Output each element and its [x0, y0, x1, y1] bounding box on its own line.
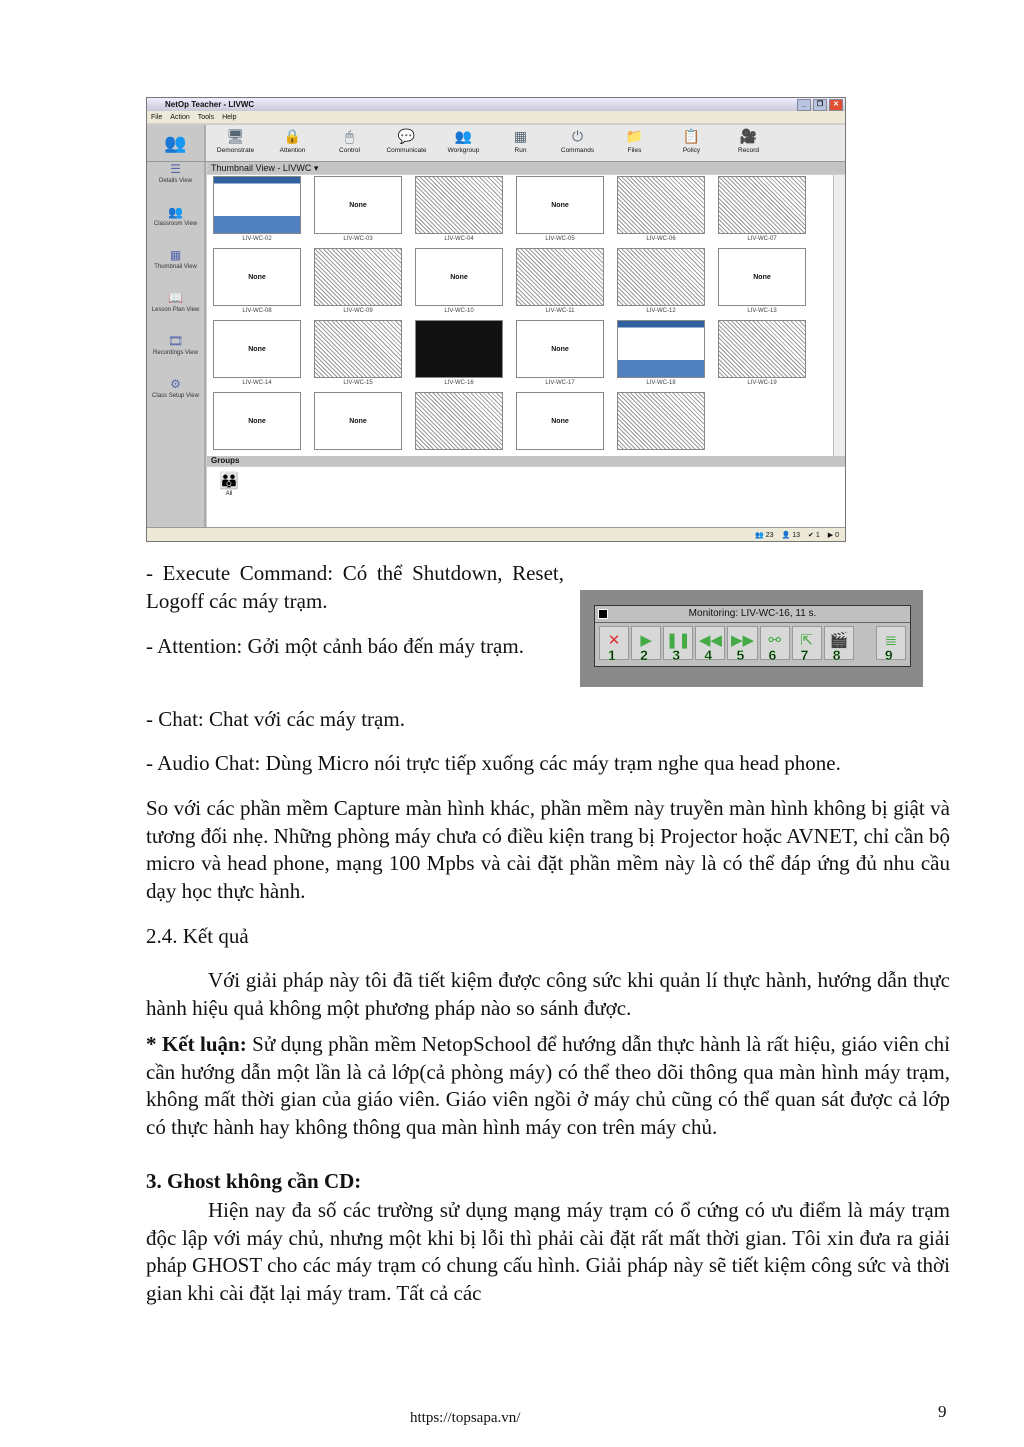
thumbnail-image — [314, 320, 402, 378]
thumbnail-image — [415, 176, 503, 234]
tool-label: Control — [339, 147, 360, 154]
footer-url[interactable]: https://topsapa.vn/ — [410, 1410, 521, 1426]
heading-ghost: 3. Ghost không cần CD: — [146, 1169, 362, 1193]
thumbnail-image — [314, 248, 402, 306]
window-title: NetOp Teacher - LIVWC — [165, 100, 255, 109]
thumbnail-cell[interactable] — [617, 320, 705, 392]
tool-icon: 🖱 — [345, 128, 354, 144]
thumbnail-cell[interactable] — [516, 176, 604, 248]
thumbnail-label: LIV-WC-19 — [747, 380, 777, 386]
tool-label: Workgroup — [447, 147, 480, 154]
thumbnail-image: None — [415, 248, 503, 306]
tool-label: Run — [514, 147, 527, 154]
thumbnail-label: LIV-WC-05 — [545, 236, 575, 242]
view-icon: ⚙ — [170, 377, 181, 391]
close-button[interactable]: ✕ — [829, 99, 843, 111]
button-number: 5 — [736, 647, 745, 663]
menu-help[interactable]: Help — [222, 113, 237, 121]
para-attention: - Attention: Gởi một cảnh báo đến máy trạm. — [146, 634, 524, 658]
vertical-scrollbar[interactable] — [833, 175, 845, 461]
thumbnail-label: LIV-WC-06 — [646, 236, 676, 242]
group-icon: 👪 — [219, 473, 239, 490]
status-total: 👥 23 — [755, 531, 774, 539]
thumbnail-image — [617, 320, 705, 378]
sidebar-item-5[interactable] — [147, 377, 204, 420]
thumbnail-cell[interactable] — [516, 320, 604, 392]
tool-label: Files — [627, 147, 642, 154]
title-bar — [147, 98, 845, 111]
tool-icon: ⏻ — [571, 128, 584, 144]
sidebar-item-2[interactable] — [147, 248, 204, 291]
thumbnail-cell[interactable] — [718, 248, 806, 320]
thumbnail-image — [617, 248, 705, 306]
thumbnail-image: None — [314, 392, 402, 450]
tool-attention[interactable] — [264, 125, 321, 154]
thumbnail-label: LIV-WC-10 — [444, 308, 474, 314]
tool-icon: 👥 — [454, 128, 473, 144]
thumbnail-label: LIV-WC-02 — [242, 236, 272, 242]
thumbnail-cell[interactable] — [415, 176, 503, 248]
monitor-button-9[interactable] — [876, 626, 906, 663]
monitor-icon: ▶▶ — [730, 632, 755, 649]
sidebar-label: Class Setup View — [152, 393, 199, 399]
button-number: 8 — [832, 647, 841, 663]
thumbnail-image — [617, 392, 705, 450]
sidebar-label: Lesson Plan View — [151, 307, 200, 313]
tool-icon: 📋 — [682, 128, 701, 144]
thumbnail-cell[interactable] — [617, 392, 705, 464]
tool-icon: 🎥 — [739, 128, 758, 144]
para-chat: - Chat: Chat với các máy trạm. — [146, 707, 405, 731]
button-number: 4 — [704, 647, 713, 663]
status-connected: 👤 13 — [781, 531, 801, 539]
tool-demonstrate[interactable] — [207, 125, 264, 154]
tool-run[interactable] — [492, 125, 549, 154]
thumbnail-image — [718, 176, 806, 234]
thumbnail-label: LIV-WC-16 — [444, 380, 474, 386]
monitor-button-7[interactable] — [792, 626, 822, 663]
monitor-button-3[interactable] — [663, 626, 693, 663]
users-icon: 👥 — [147, 125, 206, 161]
monitor-title: Monitoring: LIV-WC-16, 11 s. — [688, 608, 817, 619]
para-ghost: Hiện nay đa số các trường sử dụng mạng máy trạm có ổ cứng có ưu điểm là máy trạm độc lập với máy chủ, nhưng một khi bị lỗi thì phải cài đặt rất mất thời gian. Tôi xin đưa ra giải pháp GHOST cho các máy trạm có chung cấu hình. Giải pháp này sẽ tiết kiệm công sức và thời gian khi cài đặt lại máy tram. Tất cả các — [146, 1198, 950, 1305]
thumbnail-label: LIV-WC-14 — [242, 380, 272, 386]
thumbnail-image: None — [516, 320, 604, 378]
thumbnail-cell[interactable] — [213, 176, 301, 248]
view-icon: 📖 — [168, 291, 183, 305]
thumbnail-image — [213, 176, 301, 234]
tool-label: Record — [738, 147, 759, 154]
monitor-button-2[interactable] — [631, 626, 661, 663]
thumbnail-cell[interactable] — [314, 248, 402, 320]
thumbnail-image — [718, 320, 806, 378]
thumbnail-label: LIV-WC-07 — [747, 236, 777, 242]
tool-commands[interactable] — [549, 125, 606, 154]
tool-icon: 🔒 — [283, 128, 302, 144]
sidebar-item-4[interactable] — [147, 334, 204, 377]
thumbnail-image: None — [516, 176, 604, 234]
thumbnail-image — [415, 392, 503, 450]
thumbnail-image — [516, 248, 604, 306]
thumbnail-cell[interactable] — [314, 176, 402, 248]
status-run: ▶ 0 — [827, 531, 839, 539]
sidebar-item-1[interactable] — [147, 205, 204, 248]
monitor-icon: ❚❚ — [665, 632, 691, 649]
monitor-icon: ≣ — [884, 632, 898, 649]
monitor-button-1[interactable] — [599, 626, 629, 663]
tool-label: Policy — [682, 147, 701, 154]
monitor-icon: ⇱ — [800, 632, 813, 649]
window-menu-icon[interactable] — [598, 609, 608, 619]
para-audio: - Audio Chat: Dùng Micro nói trực tiếp xuống các máy trạm nghe qua head phone. — [146, 751, 841, 775]
menu-file[interactable]: File — [151, 113, 163, 121]
tool-icon: 📁 — [625, 128, 644, 144]
thumbnail-grid — [207, 175, 833, 461]
thumbnail-cell[interactable] — [415, 248, 503, 320]
monitor-button-5[interactable] — [727, 626, 757, 663]
minimize-button[interactable]: _ — [797, 99, 811, 111]
thumbnail-cell[interactable] — [213, 392, 301, 464]
thumbnail-cell[interactable] — [718, 176, 806, 248]
restore-button[interactable]: ❐ — [813, 99, 827, 111]
thumbnail-label: LIV-WC-12 — [646, 308, 676, 314]
monitor-button-8[interactable] — [824, 626, 854, 663]
monitoring-toolbar — [580, 590, 923, 687]
sidebar-label: Recordings View — [153, 350, 198, 356]
thumbnail-label: LIV-WC-18 — [646, 380, 676, 386]
para-execute: - Execute Command: Có thể Shutdown, Reset, Logoff các máy trạm. — [146, 561, 564, 613]
toolbar — [147, 125, 845, 162]
para-conclusion: * Kết luận: Sử dụng phần mềm NetopSchool để hướng dẫn thực hành là rất hiệu, giáo viên chỉ cần hướng dẫn một lần là cả lớp(cả phòng máy) có thể theo dõi thông qua màn hình máy trạm, không mất thời gian của giáo viên. Giáo viên ngồi ở máy chủ cũng có thể quan sát được cả lớp có thực hành hay không thông qua màn hình máy con trên máy chủ. — [146, 1032, 950, 1139]
tool-icon: 💬 — [397, 128, 416, 144]
tool-files[interactable] — [606, 125, 663, 154]
netop-teacher-window — [146, 97, 846, 542]
thumbnail-cell[interactable] — [617, 248, 705, 320]
menu-action[interactable]: Action — [170, 113, 190, 121]
view-icon: ☰ — [170, 162, 181, 176]
group-all[interactable] — [219, 471, 239, 497]
view-icon: 👥 — [168, 205, 183, 219]
thumbnail-cell[interactable] — [314, 320, 402, 392]
thumbnail-label: LIV-WC-09 — [343, 308, 373, 314]
sidebar-label: Classroom View — [153, 221, 198, 227]
sidebar-item-3[interactable] — [147, 291, 204, 334]
thumbnail-cell[interactable] — [516, 248, 604, 320]
thumbnail-image: None — [213, 320, 301, 378]
thumbnail-cell[interactable] — [617, 176, 705, 248]
monitor-icon: 🎬 — [829, 632, 849, 649]
thumbnail-cell[interactable] — [314, 392, 402, 464]
tool-label: Demonstrate — [216, 147, 255, 154]
view-icon: 🎞 — [167, 334, 184, 348]
tool-label: Communicate — [386, 147, 427, 154]
thumbnail-label: LIV-WC-13 — [747, 308, 777, 314]
monitor-button-4[interactable] — [695, 626, 725, 663]
status-bar — [147, 527, 845, 541]
thumbnail-image: None — [213, 392, 301, 450]
para-capture: So với các phần mềm Capture màn hình khác, phần mềm này truyền màn hình không bị giật và tương đối nhẹ. Những phòng máy chưa có điều kiện trang bị Projector hoặc AVNET, chỉ cần bộ micro và head phone, mạng 100 Mpbs và cài đặt phần mềm này là có thể đáp ứng đủ nhu cầu dạy học thực hành. — [146, 796, 950, 903]
thumbnail-label: LIV-WC-03 — [343, 236, 373, 242]
tool-record[interactable] — [720, 125, 777, 154]
thumbnail-label: LIV-WC-08 — [242, 308, 272, 314]
thumbnail-cell[interactable] — [213, 248, 301, 320]
button-number: 2 — [640, 647, 648, 663]
monitor-button-6[interactable] — [760, 626, 790, 663]
thumbnail-image: None — [314, 176, 402, 234]
thumbnail-label: LIV-WC-04 — [444, 236, 474, 242]
thumbnail-label: LIV-WC-11 — [545, 308, 575, 314]
thumbnail-image — [415, 320, 503, 378]
thumbnail-image — [617, 176, 705, 234]
thumbnail-cell[interactable] — [415, 320, 503, 392]
monitor-icon: ▶ — [640, 632, 652, 649]
thumbnail-image: None — [718, 248, 806, 306]
tool-label: Commands — [560, 147, 595, 154]
monitor-icon: ⚯ — [768, 632, 781, 649]
heading-result: 2.4. Kết quả — [146, 924, 249, 948]
menu-tools[interactable]: Tools — [197, 113, 215, 121]
page-number: 9 — [938, 1402, 947, 1421]
tool-workgroup[interactable] — [435, 125, 492, 154]
tool-communicate[interactable] — [378, 125, 435, 154]
sidebar-label: Details View — [159, 178, 192, 184]
button-number: 7 — [800, 647, 809, 663]
sidebar-label: Thumbnail View — [154, 264, 197, 270]
tool-label: Attention — [279, 147, 306, 154]
thumbnail-cell[interactable] — [718, 320, 806, 392]
groups-panel — [207, 467, 845, 527]
para-solution: Với giải pháp này tôi đã tiết kiệm được công sức khi quản lí thực hành, hướng dẫn thực hành hiệu quả không một phương pháp nào so sánh được. — [146, 968, 950, 1020]
menu-bar — [147, 111, 845, 123]
view-icon: ▦ — [169, 248, 182, 262]
monitor-icon: ◀◀ — [698, 632, 722, 649]
tool-icon: ▦ — [513, 128, 528, 144]
thumbnail-image: None — [213, 248, 301, 306]
thumbnail-label: LIV-WC-15 — [343, 380, 373, 386]
button-number: 3 — [672, 647, 681, 663]
thumbnail-cell[interactable] — [213, 320, 301, 392]
status-check: ✔ 1 — [808, 531, 820, 539]
thumbnail-label: LIV-WC-17 — [545, 380, 575, 386]
sidebar-item-0[interactable] — [147, 162, 204, 205]
monitor-icon: ✕ — [607, 632, 621, 649]
button-number: 9 — [884, 647, 893, 663]
group-label: All — [225, 491, 233, 497]
tool-control[interactable] — [321, 125, 378, 154]
thumbnail-cell[interactable] — [516, 392, 604, 464]
button-number: 6 — [768, 647, 777, 663]
view-sidebar — [147, 162, 206, 527]
thumbnail-cell[interactable] — [415, 392, 503, 464]
tool-icon: 🖥 — [226, 128, 245, 144]
conclusion-label: * Kết luận: — [146, 1032, 247, 1056]
button-number: 1 — [608, 647, 616, 663]
groups-header: Groups — [207, 456, 845, 466]
thumbnail-image: None — [516, 392, 604, 450]
pane-title[interactable]: Thumbnail View - LIVWC ▾ — [207, 162, 845, 174]
tool-policy[interactable] — [663, 125, 720, 154]
